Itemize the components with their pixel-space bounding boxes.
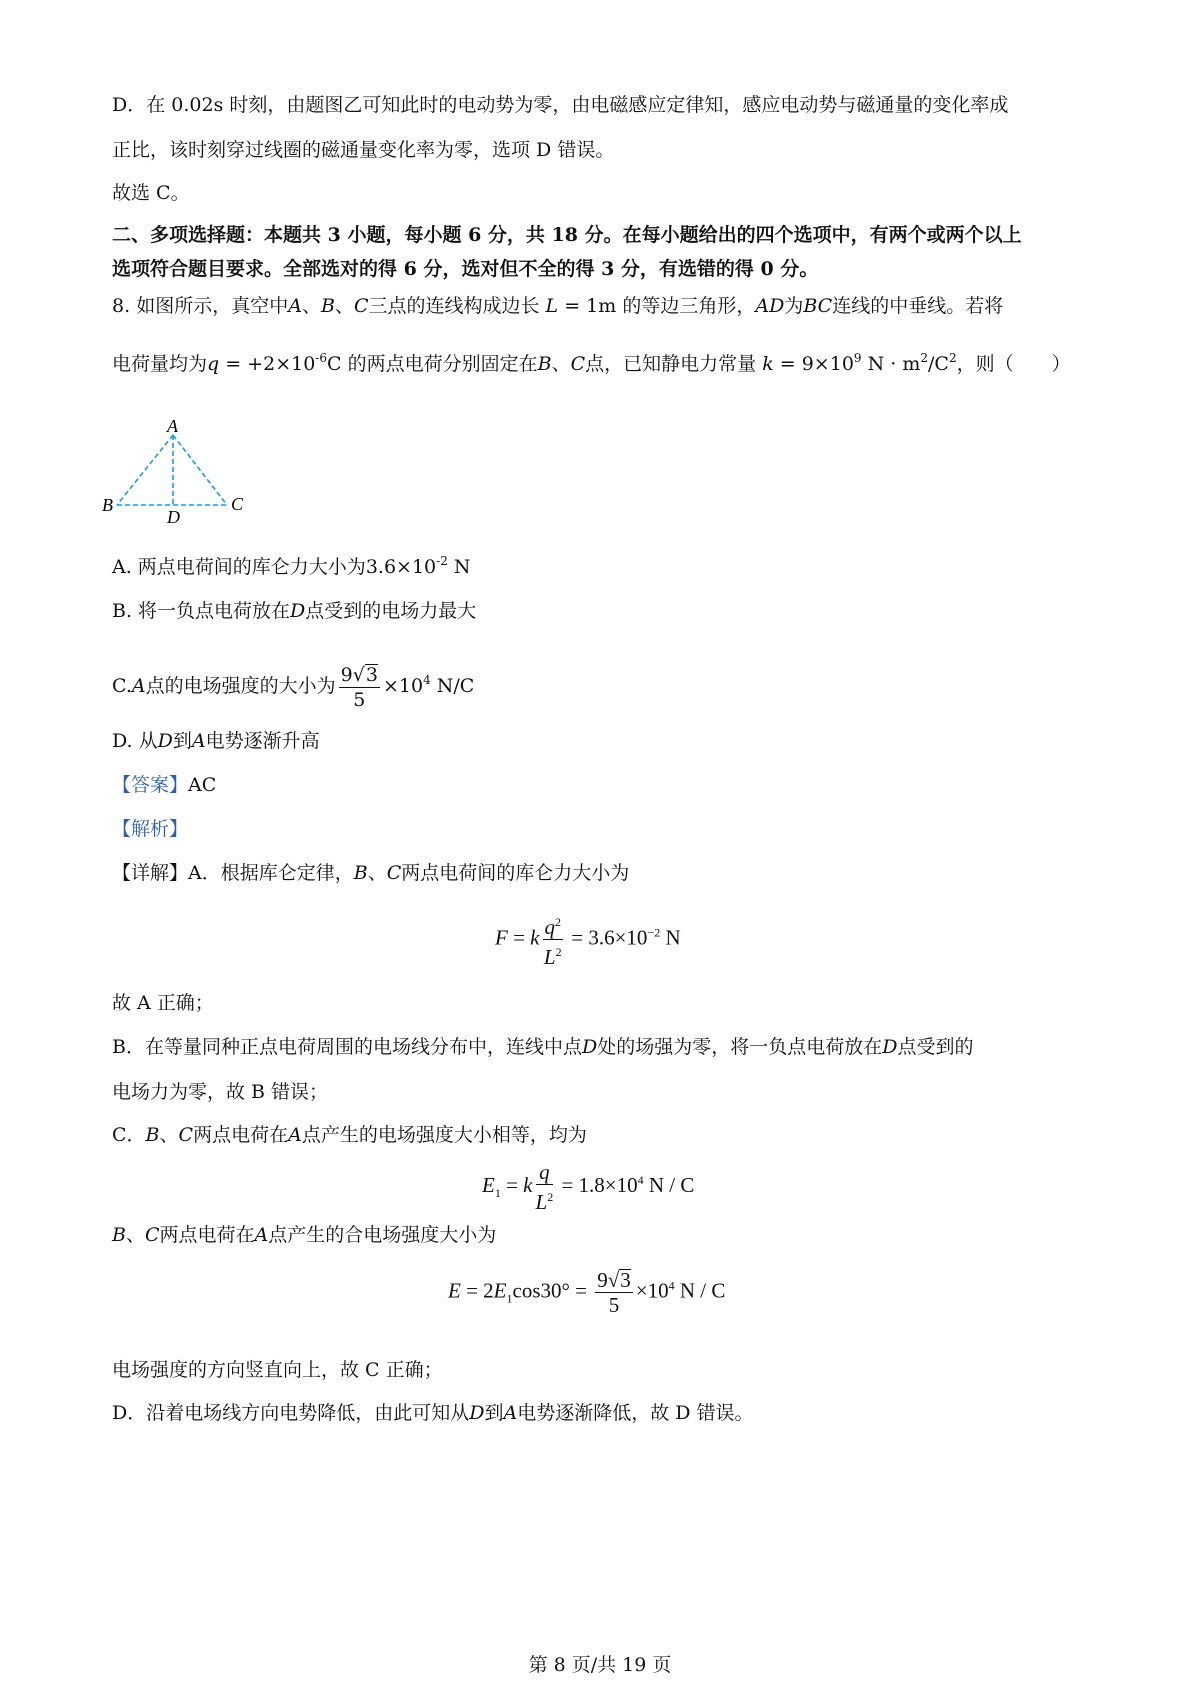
value: = 1.8×10 bbox=[556, 1172, 638, 1197]
operator: = 2 bbox=[460, 1278, 494, 1303]
option-text: 点的电场强度的大小为 bbox=[145, 675, 336, 697]
unit: N / C bbox=[643, 1172, 695, 1197]
value: = 9×10 bbox=[773, 353, 854, 375]
value: cos30° = bbox=[512, 1278, 593, 1303]
variable: F bbox=[495, 925, 508, 950]
option-text: 电势逐渐升高 bbox=[205, 730, 320, 752]
point-label: C bbox=[178, 1124, 194, 1146]
label-b: B bbox=[102, 495, 113, 515]
operator: = bbox=[507, 925, 531, 950]
question-text: 连线的中垂线。若将 bbox=[832, 295, 1004, 317]
point-label: D bbox=[581, 1036, 598, 1058]
numerator: q bbox=[539, 1160, 550, 1184]
option-text: A. 两点电荷间的库仑力大小为 bbox=[112, 556, 366, 578]
explanation-text: 点产生的电场强度大小相等，均为 bbox=[301, 1124, 587, 1146]
variable: q bbox=[207, 353, 220, 375]
explanation-text: D．沿着电场线方向电势降低，由此可知从 bbox=[112, 1402, 470, 1424]
option-text: 到 bbox=[172, 730, 192, 752]
answer-line bbox=[112, 770, 1110, 800]
exponent: 2 bbox=[547, 1190, 554, 1204]
variable: E bbox=[493, 1278, 507, 1303]
point-label: A bbox=[288, 1124, 302, 1146]
option-b bbox=[112, 596, 1110, 626]
separator: 、 bbox=[334, 295, 354, 317]
unit: N / C bbox=[674, 1278, 726, 1303]
formula-e1 bbox=[482, 1160, 694, 1214]
numerator: q bbox=[544, 915, 555, 939]
unit: N bbox=[660, 925, 681, 950]
operator: = bbox=[500, 1172, 524, 1197]
triangle-diagram bbox=[102, 416, 265, 535]
point-label: C bbox=[144, 1224, 160, 1246]
subscript: 1 bbox=[494, 1185, 501, 1200]
explanation-text: 电势逐渐降低，故 D 错误。 bbox=[517, 1402, 754, 1424]
variable: E bbox=[448, 1278, 461, 1303]
conclusion-c: 电场强度的方向竖直向上，故 C 正确； bbox=[112, 1359, 443, 1381]
point-label: B bbox=[320, 295, 335, 317]
point-label: B bbox=[537, 353, 552, 375]
answer-tag: 【答案】 bbox=[112, 774, 189, 796]
separator: 、 bbox=[159, 1124, 179, 1146]
formula-coulomb bbox=[495, 910, 681, 969]
separator: 、 bbox=[125, 1224, 145, 1246]
value: 3.6×10 bbox=[365, 556, 437, 578]
label-c: C bbox=[231, 494, 244, 514]
conclusion-a: 故 A 正确； bbox=[112, 992, 214, 1014]
part-c-line bbox=[112, 1120, 1110, 1150]
exponent: 2 bbox=[555, 915, 561, 929]
point-label: B bbox=[145, 1124, 160, 1146]
question-text: 的两点电荷分别固定在 bbox=[347, 353, 538, 375]
exponent: 4 bbox=[423, 673, 431, 687]
point-label: A bbox=[288, 295, 302, 317]
question-text: 的等边三角形， bbox=[622, 295, 756, 317]
question-line1 bbox=[112, 291, 1110, 321]
answer-value: AC bbox=[188, 774, 217, 796]
fraction bbox=[543, 910, 564, 969]
separator: 、 bbox=[551, 353, 571, 375]
numerator: 9 bbox=[340, 663, 353, 686]
point-label: B bbox=[353, 862, 368, 884]
denominator: 5 bbox=[608, 1293, 620, 1317]
exponent: 4 bbox=[668, 1278, 675, 1293]
prev-option-d-line1: D．在 0.02s 时刻，由题图乙可知此时的电动势为零，由电磁感应定律知，感应电动势与磁通量的变化率成 bbox=[112, 94, 1009, 116]
question-text: 三点的连线构成边长 bbox=[368, 295, 540, 317]
numerator: 9 bbox=[597, 1268, 608, 1292]
part-b-line1 bbox=[112, 1032, 1110, 1062]
value: ×10 bbox=[382, 675, 424, 697]
question-text: 点，已知静电力常量 bbox=[585, 353, 757, 375]
side-ac bbox=[173, 435, 227, 505]
unit: N · m bbox=[861, 353, 921, 375]
question-text: ，则（ ） bbox=[956, 353, 1071, 375]
point-label: A bbox=[191, 730, 206, 752]
option-text: D. 从 bbox=[112, 730, 158, 752]
point-label: A bbox=[131, 675, 146, 697]
explanation-text: 处的场强为零，将一负点电荷放在 bbox=[597, 1036, 883, 1058]
unit: N/C bbox=[430, 675, 475, 697]
exponent: 9 bbox=[853, 351, 862, 365]
part-c2-line bbox=[112, 1220, 1110, 1250]
detail-text: 两点电荷间的库仑力大小为 bbox=[401, 862, 630, 884]
prev-conclusion: 故选 C。 bbox=[112, 182, 190, 204]
formula-e-total bbox=[448, 1268, 725, 1317]
unit: N bbox=[447, 556, 471, 578]
explanation-text: C． bbox=[112, 1124, 146, 1146]
variable: k bbox=[523, 1172, 533, 1197]
value: = 1m bbox=[558, 295, 617, 317]
part-b-line2: 电场力为零，故 B 错误； bbox=[112, 1081, 329, 1103]
exponent: 2 bbox=[948, 351, 957, 365]
explanation-text: 两点电荷在 bbox=[193, 1124, 289, 1146]
value: ×10 bbox=[635, 1278, 669, 1303]
side-ab bbox=[117, 435, 173, 505]
variable: E bbox=[482, 1172, 495, 1197]
fraction: $\frac{9√3}{5}$ bbox=[597, 1268, 631, 1317]
denominator: L bbox=[535, 1190, 548, 1214]
segment-label: BC bbox=[803, 295, 833, 317]
point-label: D bbox=[157, 730, 173, 752]
point-label: C bbox=[353, 295, 369, 317]
explanation-text: B．在等量同种正点电荷周围的电场线分布中，连线中点 bbox=[112, 1036, 582, 1058]
variable: L bbox=[545, 295, 559, 317]
denominator: 5 bbox=[353, 688, 366, 711]
exponent: 2 bbox=[920, 351, 928, 365]
label-a: A bbox=[167, 416, 178, 436]
point-label: D bbox=[882, 1036, 898, 1058]
page-footer: 第 8 页/共 19 页 bbox=[528, 1654, 672, 1676]
fraction bbox=[536, 1160, 554, 1214]
variable: k bbox=[530, 925, 540, 950]
exponent: −2 bbox=[647, 925, 661, 940]
explanation-text: 到 bbox=[484, 1402, 504, 1424]
question-number: 8. bbox=[112, 295, 131, 317]
point-label: D bbox=[469, 1402, 485, 1424]
value: = 3.6×10 bbox=[566, 925, 648, 950]
option-a bbox=[112, 546, 1110, 582]
question-line2 bbox=[112, 343, 1110, 379]
label-d: D bbox=[167, 507, 180, 527]
value: = +2×10 bbox=[219, 353, 316, 375]
unit: C bbox=[327, 353, 342, 375]
exponent: 2 bbox=[555, 945, 562, 959]
denominator: L bbox=[543, 945, 556, 969]
detail-line bbox=[112, 858, 1110, 888]
option-text: B. 将一负点电荷放在 bbox=[112, 600, 291, 622]
sqrt-value: 3 bbox=[365, 663, 378, 686]
option-d bbox=[112, 726, 1110, 756]
detail-text: A．根据库仑定律， bbox=[188, 862, 354, 884]
separator: 、 bbox=[301, 295, 321, 317]
exponent: 4 bbox=[637, 1172, 644, 1187]
detail-tag: 【详解】 bbox=[112, 862, 189, 884]
option-text: C. bbox=[112, 675, 132, 697]
section-header-line2: 选项符合题目要求。全部选对的得 6 分，选对但不全的得 3 分，有选错的得 0 分。 bbox=[112, 258, 819, 280]
part-d-line bbox=[112, 1398, 1110, 1428]
point-label: A bbox=[254, 1224, 269, 1246]
question-text: 电荷量均为 bbox=[112, 353, 208, 375]
section-header-line1: 二、多项选择题：本题共 3 小题，每小题 6 分，共 18 分。在每小题给出的四个选项中，有两个或两个以上 bbox=[112, 224, 1022, 246]
explanation-text: 两点电荷在 bbox=[159, 1224, 255, 1246]
subscript: 1 bbox=[506, 1291, 513, 1306]
point-label: C bbox=[570, 353, 586, 375]
point-label: B bbox=[112, 1224, 126, 1246]
segment-label: AD bbox=[755, 295, 785, 317]
unit: /C bbox=[928, 353, 949, 375]
sqrt-value: 3 bbox=[620, 1268, 631, 1292]
analysis-tag: 【解析】 bbox=[112, 818, 189, 840]
point-label: D bbox=[290, 600, 306, 622]
explanation-text: 点受到的 bbox=[897, 1036, 974, 1058]
question-text: 如图所示，真空中 bbox=[136, 295, 289, 317]
separator: 、 bbox=[367, 862, 387, 884]
question-text: 为 bbox=[784, 295, 804, 317]
prev-option-d-line2: 正比，该时刻穿过线圈的磁通量变化率为零，选项 D 错误。 bbox=[112, 139, 615, 161]
fraction: $\frac{9√3}{5}$ bbox=[340, 663, 378, 711]
option-c bbox=[112, 656, 1110, 712]
analysis-line bbox=[112, 814, 1110, 844]
variable: k bbox=[762, 353, 774, 375]
point-label: A bbox=[503, 1402, 518, 1424]
explanation-text: 点产生的合电场强度大小为 bbox=[268, 1224, 497, 1246]
option-text: 点受到的电场力最大 bbox=[305, 600, 477, 622]
exponent: -2 bbox=[436, 554, 448, 568]
exponent: -6 bbox=[315, 351, 327, 365]
point-label: C bbox=[386, 862, 402, 884]
